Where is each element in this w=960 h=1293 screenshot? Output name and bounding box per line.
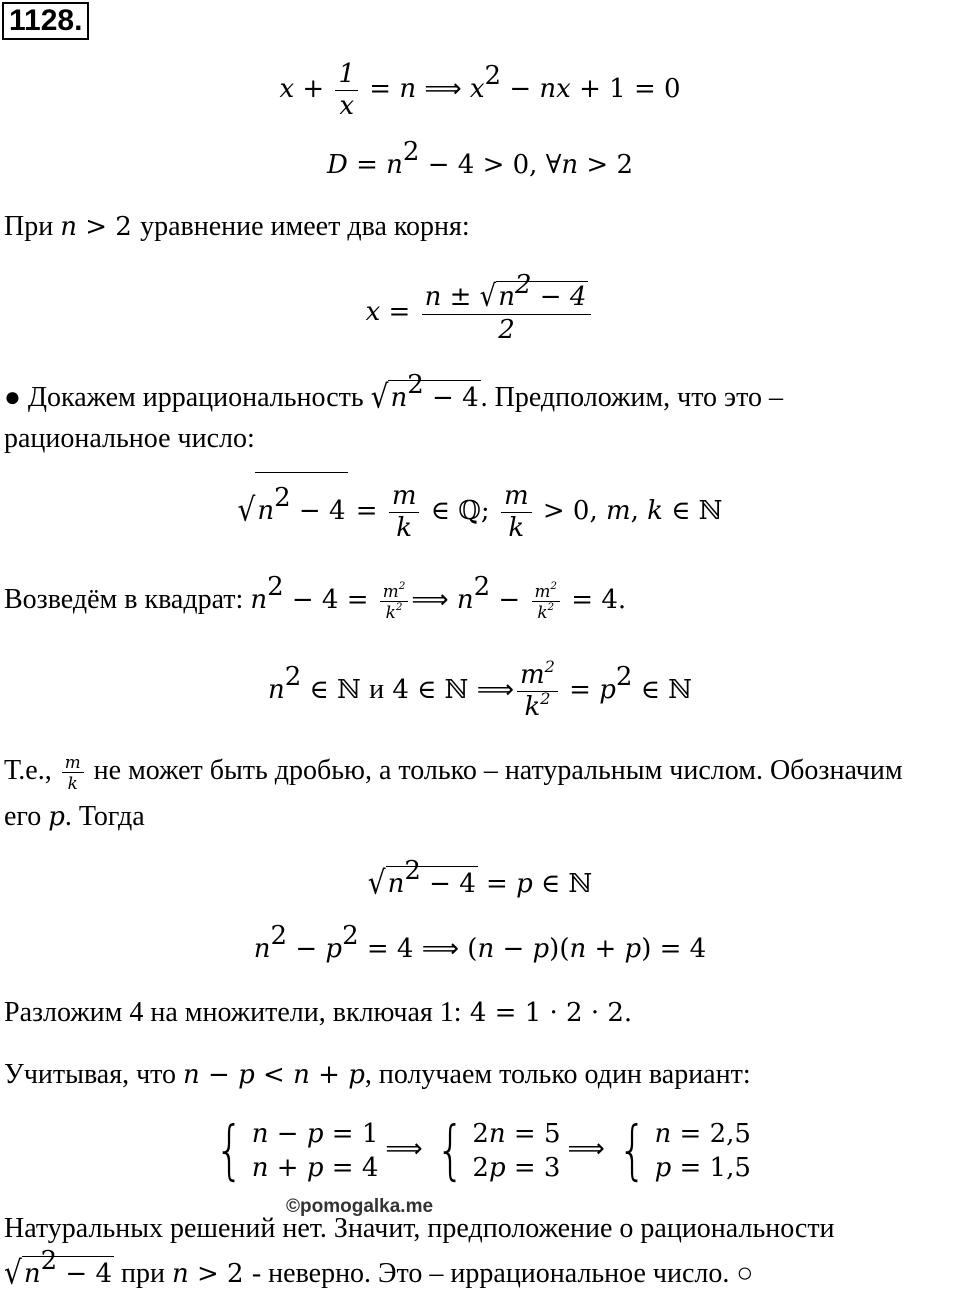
text-fragment: Возведём в квадрат: bbox=[4, 584, 244, 615]
equation-natural: $n^2$ ∈ ℕ и 4 ∈ ℕ ⟹ $\frac{m^2}{k^2}$ = $p^2$ ∈ ℕ bbox=[268, 656, 692, 723]
text-one-variant: Учитывая, что n − p < n + p, получаем только один вариант: bbox=[4, 1059, 751, 1090]
equation-systems: { n − p = 1 n + p = 4 ⟹ { 2n = 5 2p = 3 ⟹ { n = 2,5 p = 1,5 bbox=[215, 1113, 751, 1188]
text-fragment: . Тогда bbox=[64, 801, 145, 832]
text-fragment: ● Докажем иррациональность bbox=[4, 382, 364, 413]
equation-factor: $n^2 - p^2 = 4$ ⟹ (n − p)(n + p) = 4 bbox=[253, 921, 707, 964]
text-fragment: при bbox=[121, 1258, 165, 1289]
equation-assumption: $√n^2 - 4$ = $\frac{m}{k}$ ∈ ℚ; $\frac{m}{k}$ > 0, m, k ∈ ℕ bbox=[0, 472, 960, 548]
text-not-fraction: Т.е., $\frac{m}{k}$ не может быть дробью, а только – натуральным числом. Обозначим bbox=[4, 751, 903, 794]
text-fragment: и bbox=[369, 674, 385, 705]
text-fragment: Учитывая, что bbox=[4, 1059, 177, 1090]
text-fragment: уравнение имеет два корня: bbox=[140, 211, 470, 242]
text-conclusion: $√n^2 - 4$ при n > 2 - неверно. Это – иррациональное число. ○ bbox=[4, 1246, 754, 1292]
equation-discriminant: $D = n^2 - 4 > 0$, ∀n > 2 bbox=[326, 137, 634, 180]
text-no-natural-solutions: Натуральных решений нет. Значит, предположение о рациональности bbox=[4, 1213, 835, 1244]
equation-roots: x = $\frac{n \pm √n^2 - 4}{2}$ bbox=[0, 274, 960, 350]
text-fragment: . Предположим, что это – bbox=[480, 382, 783, 413]
text-factorize: Разложим 4 на множители, включая 1: 4 = 1 · 2 · 2. bbox=[4, 997, 633, 1028]
problem-number: 1128. bbox=[2, 2, 89, 40]
text-two-roots: При n > 2 уравнение имеет два корня: bbox=[4, 211, 470, 242]
text-prove-irrational: ● Докажем иррациональность $√n^2 - 4$. Предположим, что это – bbox=[4, 370, 783, 416]
text-denote-p: его p. Тогда bbox=[4, 801, 145, 832]
text-square-both-sides: Возведём в квадрат: $n^2 - 4$ = $\frac{m^2}{k^2}$ ⟹ $n^2$ − $\frac{m^2}{k^2}$ = 4. bbox=[4, 572, 627, 623]
watermark: ©pomogalka.me bbox=[286, 1196, 434, 1217]
text-fragment: - неверно. Это – иррациональное число. ○ bbox=[251, 1258, 754, 1289]
text-fragment: , получаем только один вариант: bbox=[364, 1059, 751, 1090]
text-fragment: его bbox=[4, 801, 42, 832]
equation-sqrt-p: $√n^2 - 4 = p$ ∈ ℕ bbox=[367, 856, 593, 902]
text-rational-number: рациональное число: bbox=[4, 423, 255, 454]
text-fragment: Т.е., bbox=[4, 755, 52, 786]
text-fragment: Разложим 4 на множители, включая 1: bbox=[4, 997, 462, 1028]
equation-1: x + $\frac{1}{x}$ = n ⟹ $x^2$ − nx + 1 = 0 bbox=[279, 58, 681, 122]
text-fragment: При bbox=[4, 211, 54, 242]
text-fragment: не может быть дробью, а только – натуральным числом. Обозначим bbox=[93, 755, 903, 786]
